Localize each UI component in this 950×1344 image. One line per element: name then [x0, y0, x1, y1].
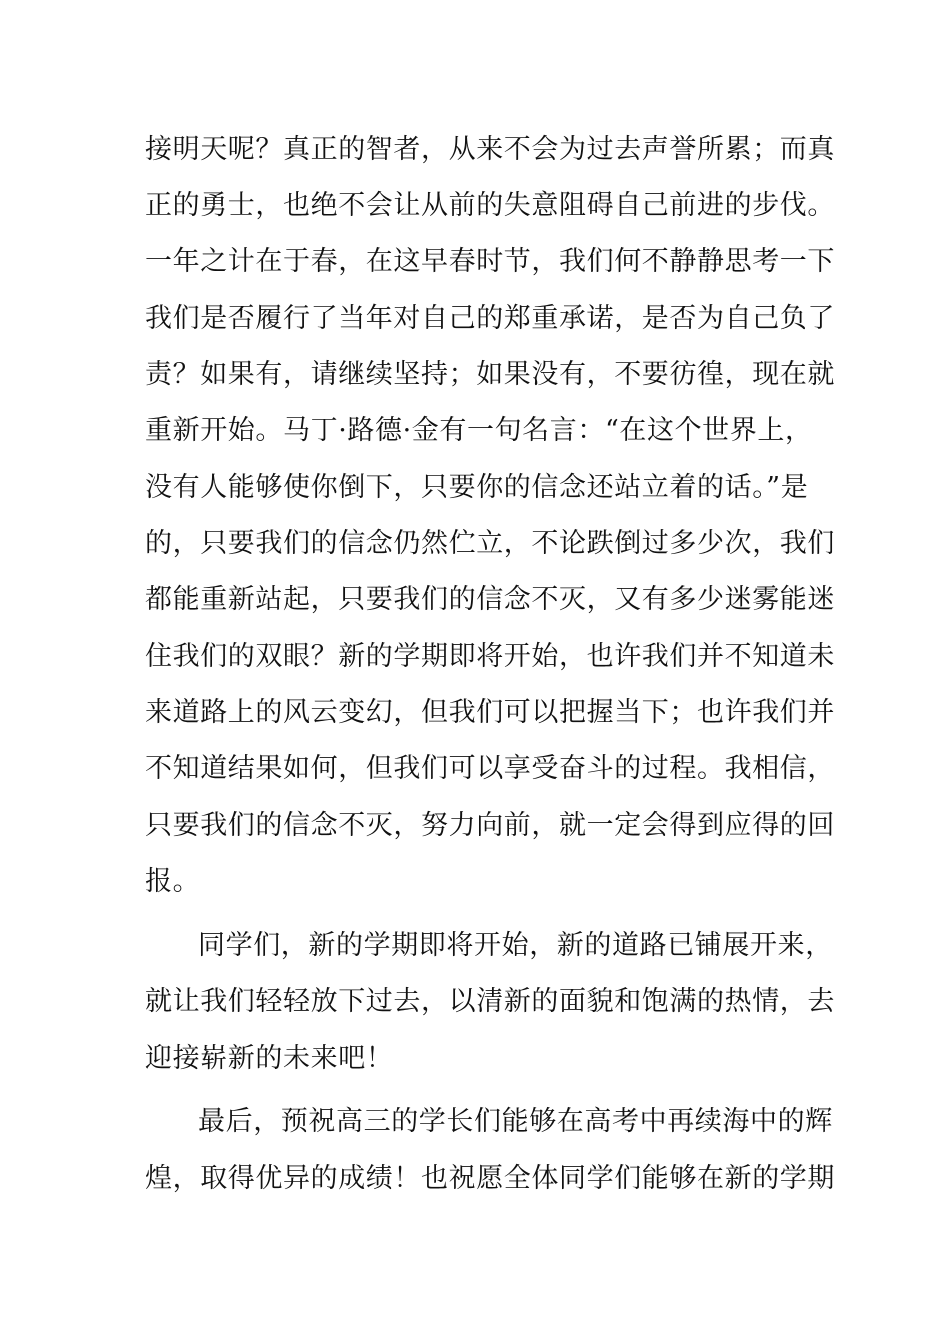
text-line: 责？如果有，请继续坚持；如果没有，不要彷徨，现在就	[145, 359, 835, 390]
text-line: 来道路上的风云变幻，但我们可以把握当下；也许我们并	[145, 697, 835, 728]
text-line: 不知道结果如何，但我们可以享受奋斗的过程。我相信，	[145, 753, 835, 784]
text-line: 就让我们轻轻放下过去，以清新的面貌和饱满的热情，去	[145, 986, 835, 1017]
text-line: 一年之计在于春，在这早春时节，我们何不静静思考一下	[145, 246, 835, 277]
text-line: 报。	[145, 866, 201, 897]
text-line: 没有人能够使你倒下，只要你的信念还站立着的话。”是	[145, 472, 809, 503]
text-line: 迎接崭新的未来吧！	[145, 1043, 394, 1074]
text-line: 我们是否履行了当年对自己的郑重承诺，是否为自己负了	[145, 303, 835, 334]
text-line: 接明天呢？真正的智者，从来不会为过去声誉所累；而真	[145, 134, 835, 165]
paragraph-first-line: 同学们，新的学期即将开始，新的道路已铺展开来，	[198, 930, 833, 961]
text-line: 住我们的双眼？新的学期即将开始，也许我们并不知道未	[145, 641, 835, 672]
text-line: 正的勇士，也绝不会让从前的失意阻碍自己前进的步伐。	[145, 190, 835, 221]
text-line: 煌，取得优异的成绩！也祝愿全体同学们能够在新的学期	[145, 1163, 835, 1194]
text-line: 都能重新站起，只要我们的信念不灭，又有多少迷雾能迷	[145, 584, 835, 615]
text-line: 重新开始。马丁·路德·金有一句名言：“在这个世界上，	[145, 415, 813, 446]
paragraph-first-line: 最后，预祝高三的学长们能够在高考中再续海中的辉	[198, 1106, 833, 1137]
text-line: 的，只要我们的信念仍然伫立，不论跌倒过多少次，我们	[145, 528, 835, 559]
text-line: 只要我们的信念不灭，努力向前，就一定会得到应得的回	[145, 810, 835, 841]
